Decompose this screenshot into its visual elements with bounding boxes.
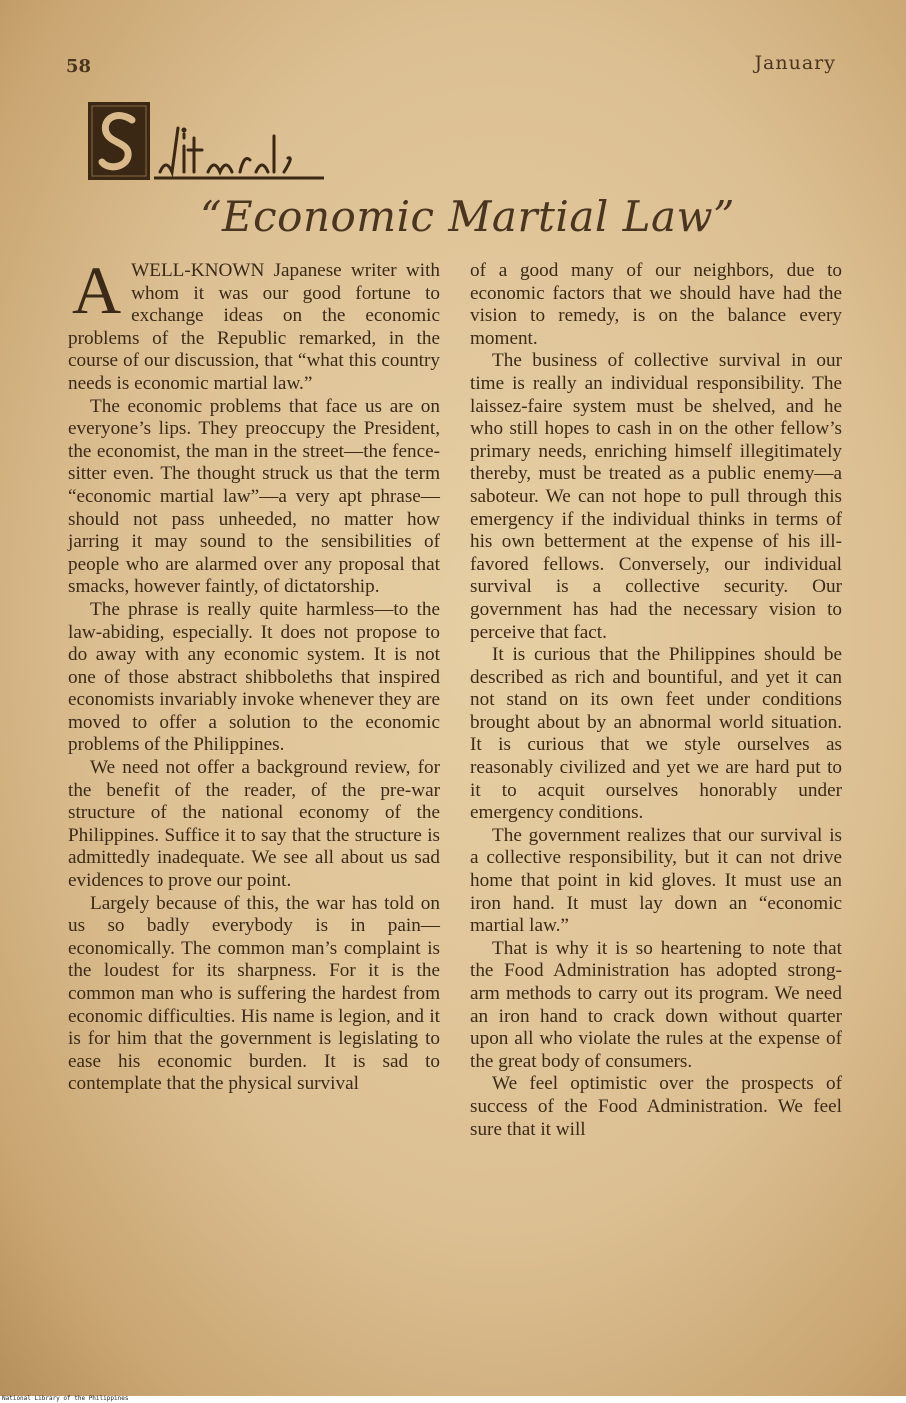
- article-right-column: [470, 260, 842, 1330]
- paragraph: We need not offer a background review, for the benefit of the reader, of the pre-war structure of the national economy of the Philippines. Suffice it to say that the structure is admittedly inadequate. We see all about us sad evidences to prove our point.: [68, 757, 440, 892]
- paragraph: The economic problems that face us are on everyone’s lips. They preoccupy the President, the economist, the man in the street—the fence-sitter even. The thought struck us that the term “economic martial law”—a very apt phrase—should not pass unheeded, no matter how jarring it may sound to the sensibilities of people who are alarmed over any proposal that smacks, however faintly, of dictatorship.: [68, 395, 440, 598]
- paragraph: The government realizes that our survival is a collective responsibility, but it can not drive home that point in kid gloves. It must use an iron hand. It must lay down an “economic martial law.”: [470, 824, 842, 937]
- paragraph: The phrase is really quite harmless—to the law-abiding, especially. It does not propose to do away with any economic system. It is not one of those abstract shibboleths that inspired economists invariably invoke whenever they are moved to offer a solution to the economic problems of the Philippines.: [68, 598, 440, 756]
- paragraph: WELL-KNOWN Japanese writer with whom it was our good fortune to exchange ideas on the economic problems of the Republic remarked, in the course of our discussion, that “what this country needs is economic martial law.”: [68, 260, 440, 394]
- paragraph: The business of collective survival in our time is really an individual responsibility. The laissez-faire system must be shelved, and he who still hopes to cash in on the other fellow’s primary needs, enriching himself illegitimately thereby, must be treated as a public enemy—a saboteur. We can not hope to pull through this emergency if the individual thinks in terms of his own betterment at the expense of his ill-favored fellows. Conversely, our individual survival is a collective security. Our government has had the necessary vision to perceive that fact.: [470, 350, 842, 643]
- paragraph: Largely because of this, the war has told on us so badly everybody is in pain—economically. The common man’s complaint is the loudest for its sharpness. For it is the common man who is suffering the hardest from economic difficulties. His name is legion, and it is for him that the government is legislating to ease his economic burden. It is sad to contemplate that the physical survival: [68, 892, 440, 1095]
- editorials-logo: [88, 98, 328, 184]
- library-credit: National Library of the Philippines: [2, 1395, 129, 1402]
- editorial-headline: “Economic Martial Law”: [200, 192, 736, 241]
- editorials-masthead: [88, 98, 328, 184]
- paragraph: of a good many of our neighbors, due to economic factors that we should have had the vision to remedy, is on the balance every moment.: [470, 260, 842, 349]
- page-month: January: [754, 52, 836, 74]
- drop-cap: A: [72, 252, 122, 328]
- paragraph: It is curious that the Philippines should be described as rich and bountiful, and yet it can not stand on its own feet under conditions brought about by an abnormal world situation. It is curious that we style ourselves as reasonably civilized and yet we are hard put to it to acquit ourselves honorably under emergency conditions.: [470, 644, 842, 824]
- page-number: 58: [66, 56, 92, 77]
- paragraph: We feel optimistic over the prospects of success of the Food Administration. We feel sure that it will: [470, 1073, 842, 1140]
- paragraph: That is why it is so heartening to note that the Food Administration has adopted strong-arm methods to carry out its program. We need an iron hand to crack down without quarter upon all who violate the rules at the expense of the great body of consumers.: [470, 937, 842, 1072]
- footer-strip: [0, 1396, 906, 1403]
- article-left-column: [68, 252, 440, 1330]
